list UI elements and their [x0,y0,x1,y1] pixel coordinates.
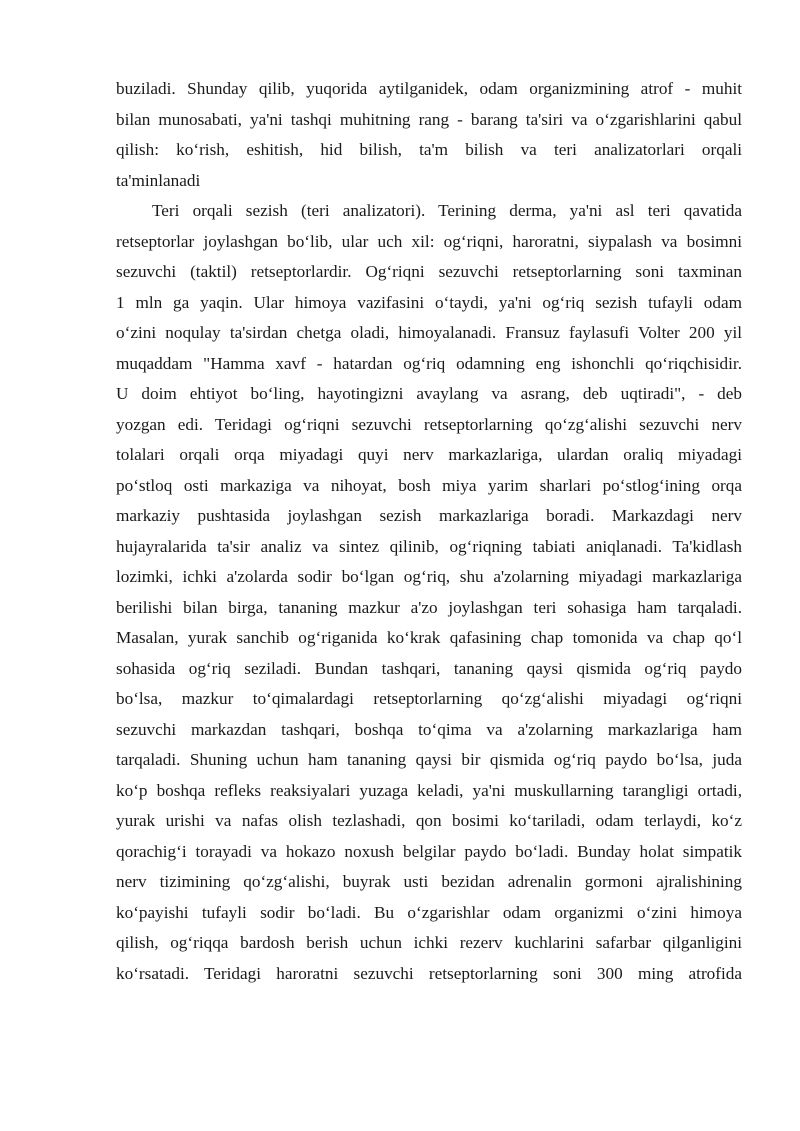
text-line: buziladi. Shunday qilib, yuqorida aytilganidek, odam organizmining atrof - muhit [116,79,742,98]
text-line: bilan munosabati, ya'ni tashqi muhitning rang - barang ta'siri va o‘zgarishlarini qabul [116,109,742,129]
text-line: ta'minlanadi [116,170,201,190]
text-line: ko‘p boshqa refleks reaksiyalari yuzaga keladi, ya'ni muskullarning tarangligi ortadi, [116,780,742,800]
text-line: U doim ehtiyot bo‘ling, hayotingizni avaylang va asrang, deb uqtiradi", - deb [116,384,742,403]
text-line: muqaddam "Hamma xavf - hatardan og‘riq odamning eng ishonchli qo‘riqchisidir. [116,353,742,373]
text-line: retseptorlar joylashgan bo‘lib, ular uch xil: og‘riqni, haroratni, siypalash va bosimni [116,231,742,251]
text-line: markaziy pushtasida joylashgan sezish markazlariga boradi. Markazdagi nerv [116,506,742,525]
text-line: nerv tizimining qo‘zg‘alishi, buyrak usti bezidan adrenalin gormoni ajralishining [116,872,742,891]
text-line: berilishi bilan birga, tananing mazkur a'zo joylashgan teri sohasiga ham tarqaladi. [116,597,742,617]
text-line: po‘stloq osti markaziga va nihoyat, bosh miya yarim sharlari po‘stlog‘ining orqa [116,475,742,495]
text-line: sohasida og‘riq seziladi. Bundan tashqari, tananing qaysi qismida og‘riq paydo [116,658,742,678]
text-line: 1 mln ga yaqin. Ular himoya vazifasini o‘taydi, ya'ni og‘riq sezish tufayli odam [116,292,742,312]
text-line: qorachig‘i torayadi va hokazo noxush belgilar paydo bo‘ladi. Bunday holat simpatik [116,841,742,861]
text-line: bo‘lsa, mazkur to‘qimalardagi retseptorlarning qo‘zg‘alishi miyadagi og‘riqni [116,689,742,708]
text-line: hujayralarida ta'sir analiz va sintez qilinib, og‘riqning tabiati aniqlanadi. Ta'kidlash [116,536,742,556]
text-line: Teri orqali sezish (teri analizatori). Terining derma, ya'ni asl teri qavatida [152,201,742,220]
text-line: qilish: ko‘rish, eshitish, hid bilish, ta'm bilish va teri analizatorlari orqali [116,140,742,159]
text-line: sezuvchi markazdan tashqari, boshqa to‘qima va a'zolarning markazlariga ham [116,719,742,739]
text-line: tarqaladi. Shuning uchun ham tananing qaysi bir qismida og‘riq paydo bo‘lsa, juda [116,750,742,769]
paragraph-2 [116,196,742,989]
text-line: yozgan edi. Teridagi og‘riqni sezuvchi retseptorlarning qo‘zg‘alishi sezuvchi nerv [116,414,742,434]
paragraph-1 [116,74,742,196]
text-line: Masalan, yurak sanchib og‘riganida ko‘krak qafasining chap tomonida va chap qo‘l [116,628,742,647]
text-line: sezuvchi (taktil) retseptorlardir. Og‘riqni sezuvchi retseptorlarning soni taxminan [116,262,742,281]
document-page [116,74,742,989]
text-line: yurak urishi va nafas olish tezlashadi, qon bosimi ko‘tariladi, odam terlaydi, ko‘z [116,811,742,830]
text-line: lozimki, ichki a'zolarda sodir bo‘lgan og‘riq, shu a'zolarning miyadagi markazlariga [116,567,742,586]
text-line: ko‘rsatadi. Teridagi haroratni sezuvchi retseptorlarning soni 300 ming atrofida [116,963,742,983]
text-line: qilish, og‘riqqa bardosh berish uchun ichki rezerv kuchlarini safarbar qilganligini [116,933,742,952]
text-line: o‘zini noqulay ta'sirdan chetga oladi, himoyalanadi. Fransuz faylasufi Volter 200 yil [116,323,742,342]
text-line: ko‘payishi tufayli sodir bo‘ladi. Bu o‘zgarishlar odam organizmi o‘zini himoya [116,902,742,922]
text-line: tolalari orqali orqa miyadagi quyi nerv markazlariga, ulardan oraliq miyadagi [116,445,742,464]
